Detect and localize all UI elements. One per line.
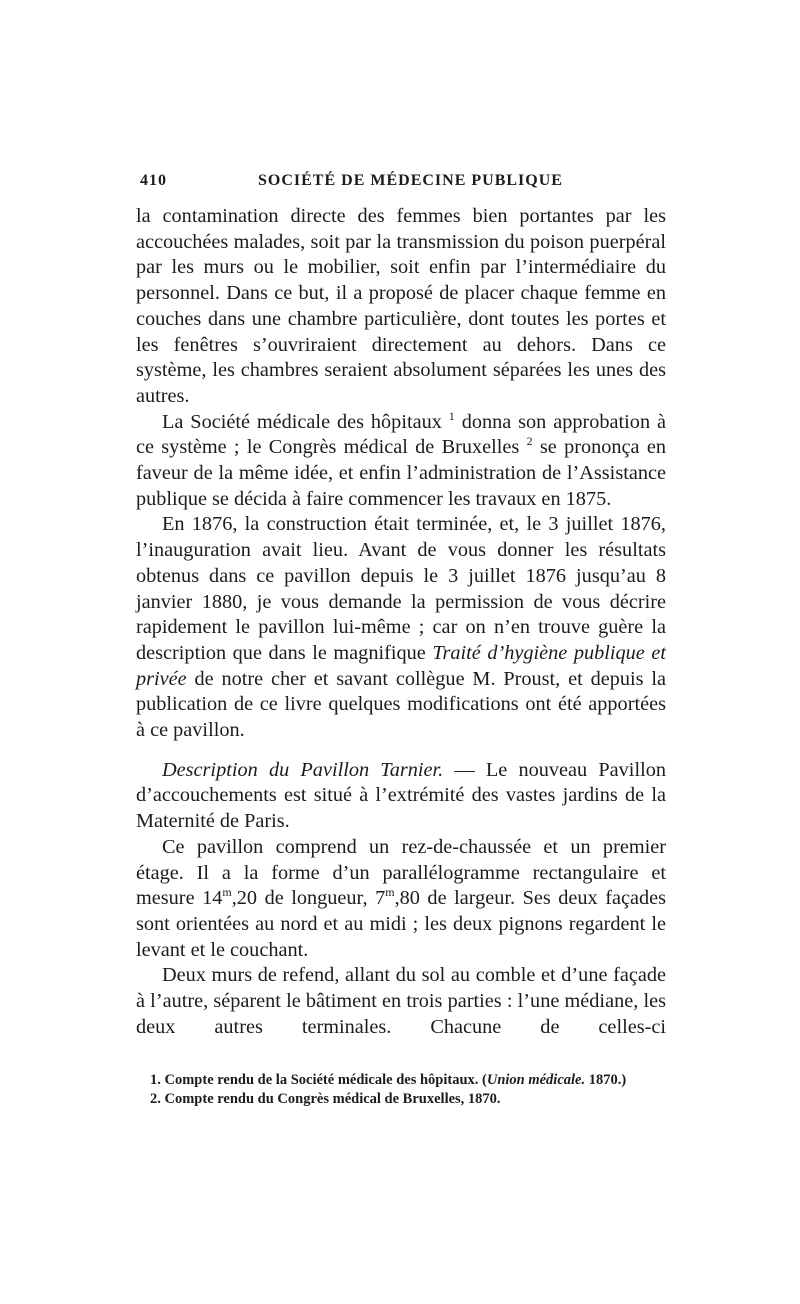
paragraph-1-text: la contamination directe des femmes bien portantes par les accouchées malades, soit par la transmission du poison puerpéral par les murs ou le mobilier, soit enfin par l’intermédiaire du personnel. Dans ce but, il a proposé de placer chaque femme en couches dans une chambre particulière, dont toutes les portes et les fenêtres s’ouvriraient directement au dehors. Dans ce système, les chambres seraient absolument séparées les unes des autres.: [136, 205, 666, 407]
section-heading: Description du Pavillon Tarnier.: [162, 758, 444, 781]
paragraph-3: [136, 512, 666, 743]
paragraph-6-text: Deux murs de refend, allant du sol au comble et d’une façade à l’autre, séparent le bâtiment en trois parties : l’une médiane, les deux autres terminales. Chacune de celles-ci: [136, 964, 666, 1038]
footnote-ref-2: 2: [526, 434, 533, 449]
footnote-1-text: 1. Compte rendu de la Société médicale des hôpitaux. (: [150, 1072, 487, 1088]
page-number: 410: [140, 172, 167, 189]
paragraph-6: [136, 963, 666, 1040]
paragraph-5: [136, 835, 666, 964]
footnote-ref-1: 1: [448, 408, 455, 423]
unit-superscript: m: [222, 885, 232, 900]
running-header: [136, 172, 666, 198]
paragraph-5-text-b: ,20 de longueur, 7: [231, 887, 386, 910]
section-heading-paragraph: [136, 758, 666, 835]
footnotes: [136, 1071, 666, 1109]
paragraph-2: [136, 410, 666, 513]
paragraph-5-text-a: Ce pavillon comprend un rez-de-chaussée et un premier étage. Il a la forme d’un parallélogramme rectangulaire et mesure 14: [136, 835, 666, 910]
paragraph-3-text-a: En 1876, la construction était terminée, et, le 3 juillet 1876, l’inauguration avait lieu. Avant de vous donner les résultats obtenus dans ce pavillon depuis le 3 juillet 1876 jusqu’au 8 janvier 1880, je vous demande la permission de vous décrire rapidement le pavillon lui-même ; car on n’en trouve guère la description que dans le magnifique: [136, 513, 666, 664]
body-text: [136, 204, 666, 1041]
paragraph-4-text: — Le nouveau Pavillon d’accouchements est situé à l’extrémité des vastes jardins de la Maternité de Paris.: [136, 758, 666, 833]
footnote-2-text: 2. Compte rendu du Congrès médical de Bruxelles, 1870.: [150, 1091, 501, 1107]
running-title: SOCIÉTÉ DE MÉDECINE PUBLIQUE: [258, 172, 563, 189]
paragraph-2-text-a: La Société médicale des hôpitaux: [162, 410, 442, 433]
paragraph-2-text-b: donna son approbation à ce système ; le Congrès médical de Bruxelles: [136, 410, 666, 459]
paragraph-5-text-c: ,80 de largeur. Ses deux façades sont orientées au nord et au midi ; les deux pignons regardent le levant et le couchant.: [136, 887, 666, 961]
footnote-1: [136, 1071, 666, 1090]
footnote-1-journal: Union médicale.: [486, 1072, 586, 1088]
footnote-1-year: 1870.): [588, 1072, 627, 1088]
unit-superscript: m: [385, 885, 395, 900]
book-title-italic: Traité d’hygiène publique et privée: [136, 641, 666, 690]
paragraph-3-text-b: de notre cher et savant collègue M. Proust, et depuis la publication de ce livre quelques modifications ont été apportées à ce pavillon.: [136, 667, 666, 742]
paragraph-2-text-c: se prononça en faveur de la même idée, et enfin l’administration de l’Assistance publique se décida à faire commencer les travaux en 1875.: [136, 436, 666, 510]
paragraph-1: [136, 204, 666, 410]
footnote-2: [136, 1090, 666, 1109]
